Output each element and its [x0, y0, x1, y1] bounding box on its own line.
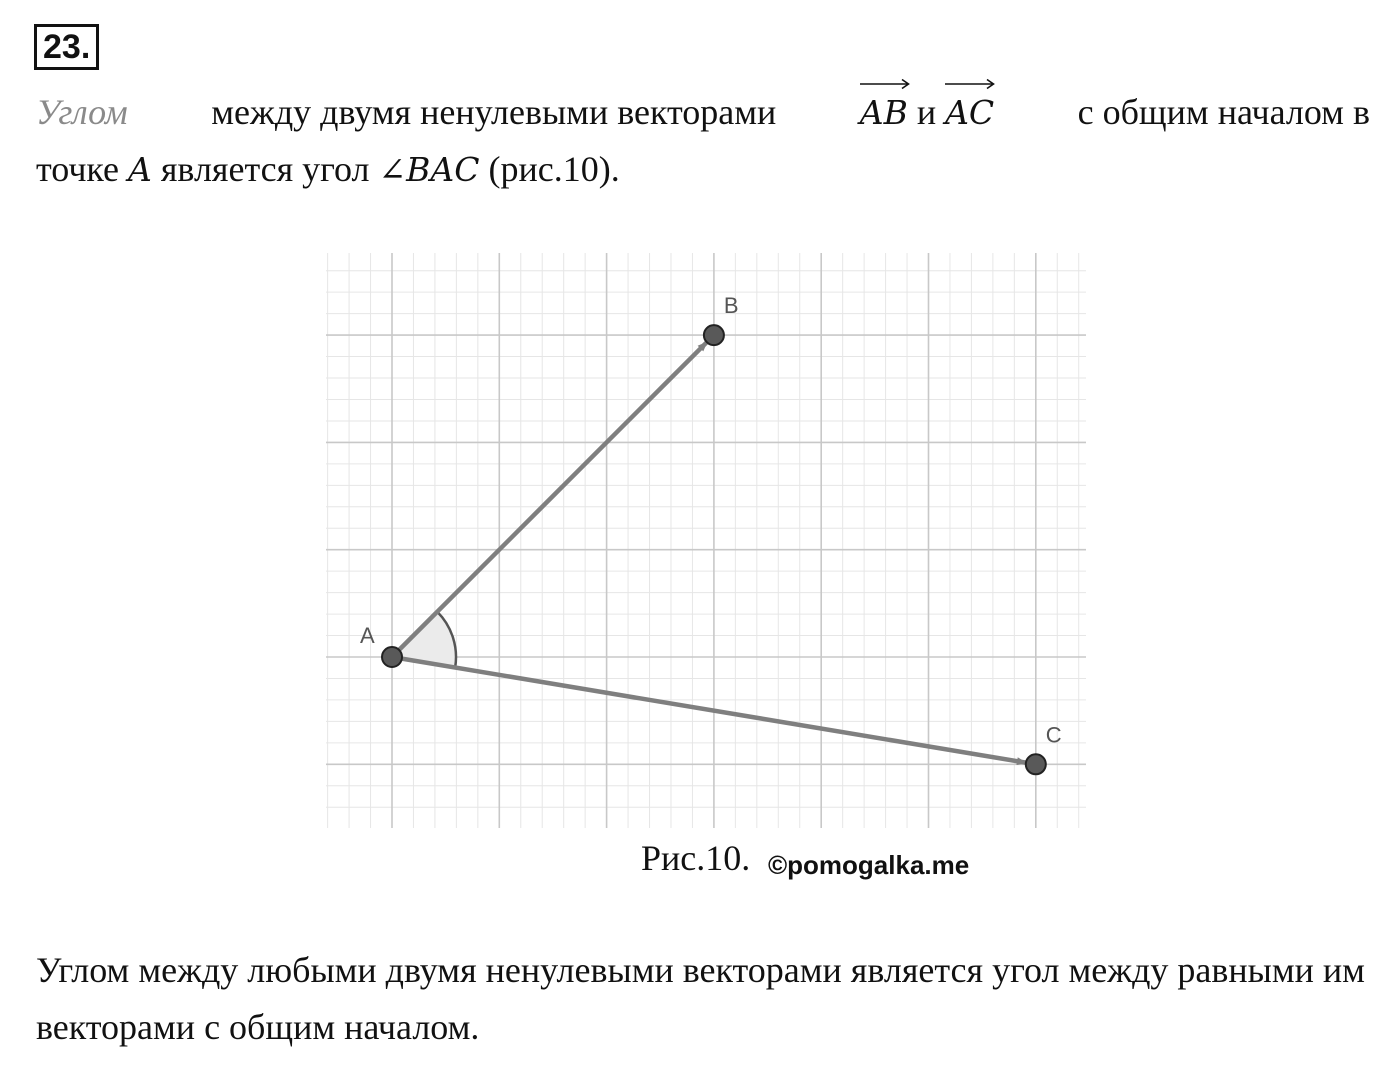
vector-arrow-icon: [860, 78, 910, 90]
vector-ab: [860, 82, 908, 141]
intro-line-2: [36, 141, 1370, 198]
intro-line-1: [36, 82, 1370, 141]
point-label-c: C: [1045, 722, 1062, 748]
vector-ac: [392, 657, 1026, 763]
term-word: Углом: [36, 92, 128, 132]
vector-ac-label: AC: [945, 93, 995, 132]
conjunction: и: [916, 92, 937, 132]
intro-text-end: с общим началом в: [1077, 92, 1370, 132]
point-label-a: A: [360, 623, 375, 648]
point-label-b: B: [723, 293, 739, 319]
intro-text-point: точке: [36, 149, 120, 189]
vector-ac: [945, 82, 994, 141]
vector-ab: [392, 342, 707, 657]
watermark: ©pomogalka.me: [768, 850, 970, 880]
intro-paragraph: [36, 82, 1370, 198]
intro-text-between: между двумя ненулевыми векторами: [211, 92, 777, 132]
point-a: [382, 647, 402, 667]
point-c: [1026, 754, 1046, 774]
point-a-symbol: A: [128, 150, 152, 189]
conclusion-paragraph: Углом между любыми двумя ненулевыми векторами является угол между равными им векторами с общим началом.: [36, 950, 1365, 1047]
points-layer: [360, 293, 1062, 774]
vector-expression: [860, 82, 994, 141]
intro-text-angle: является угол: [160, 149, 370, 189]
intro-text-ref: (рис.10).: [488, 149, 620, 189]
vector-ab-label: AB: [859, 93, 908, 132]
point-b: [704, 325, 724, 345]
vector-arrow-icon: [945, 78, 995, 90]
angle-symbol: ∠BAC: [378, 150, 480, 189]
problem-number: 23.: [34, 24, 99, 70]
figure-caption: Рис.10.: [641, 838, 751, 878]
vector-angle-figure: [326, 253, 1086, 828]
